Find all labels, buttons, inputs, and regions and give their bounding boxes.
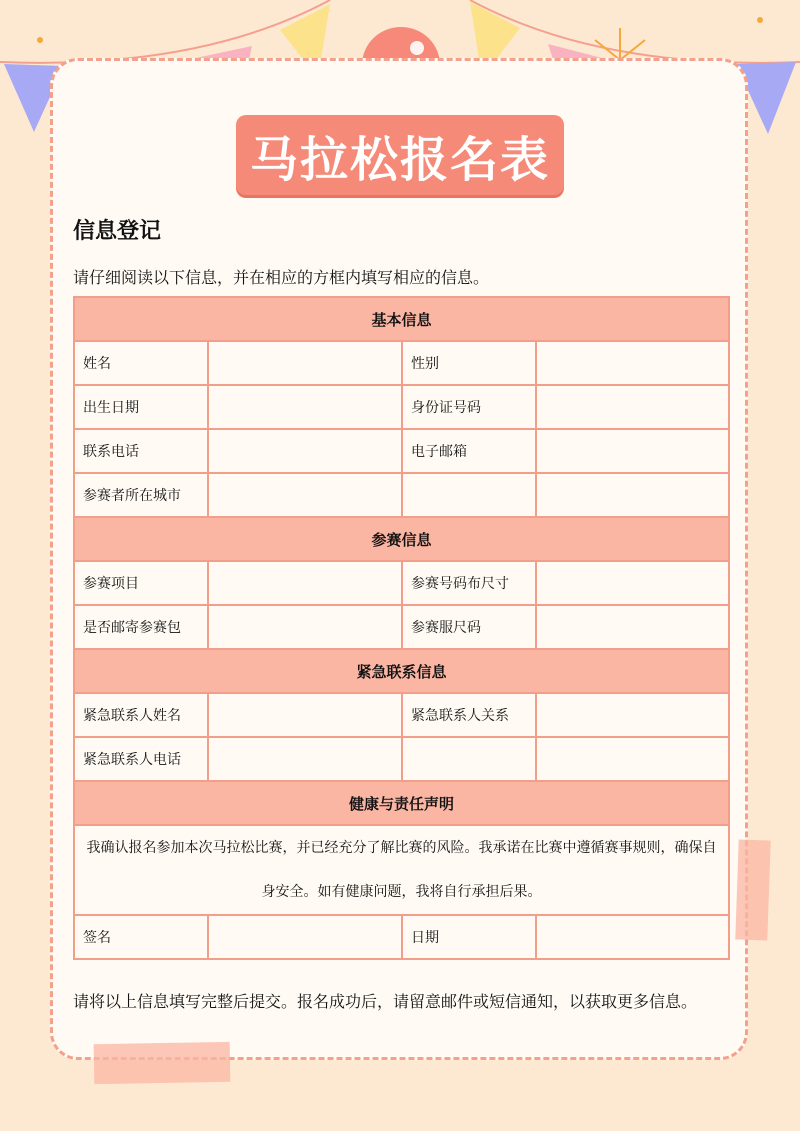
section-header-basic: 基本信息 (74, 297, 729, 341)
date-label: 日期 (402, 915, 536, 959)
title-banner (236, 115, 564, 195)
id-number-label: 身份证号码 (402, 385, 536, 429)
event-label: 参赛项目 (74, 561, 208, 605)
birth-date-field[interactable] (208, 385, 402, 429)
email-field[interactable] (536, 429, 729, 473)
date-field[interactable] (536, 915, 729, 959)
emergency-name-label: 紧急联系人姓名 (74, 693, 208, 737)
signature-label: 签名 (74, 915, 208, 959)
health-statement: 我确认报名参加本次马拉松比赛，并已经充分了解比赛的风险。我承诺在比赛中遵循赛事规则，确保自身安全。如有健康问题，我将自行承担后果。 (74, 825, 729, 915)
emergency-relation-field[interactable] (536, 693, 729, 737)
table-row (74, 429, 729, 473)
page-title: 马拉松报名表 (249, 131, 550, 188)
table-row (74, 825, 729, 915)
table-row (74, 473, 729, 517)
city-label: 参赛者所在城市 (74, 473, 208, 517)
name-field[interactable] (208, 341, 402, 385)
event-field[interactable] (208, 561, 402, 605)
intro-text: 请仔细阅读以下信息，并在相应的方框内填写相应的信息。 (73, 268, 490, 287)
gender-field[interactable] (536, 341, 729, 385)
empty-cell (536, 473, 729, 517)
mail-kit-label: 是否邮寄参赛包 (74, 605, 208, 649)
name-label: 姓名 (74, 341, 208, 385)
bib-size-label: 参赛号码布尺寸 (402, 561, 536, 605)
empty-cell (536, 737, 729, 781)
signature-field[interactable] (208, 915, 402, 959)
mail-kit-field[interactable] (208, 605, 402, 649)
footer-note: 请将以上信息填写完整后提交。报名成功后，请留意邮件或短信通知，以获取更多信息。 (73, 992, 698, 1011)
section-heading: 信息登记 (73, 219, 162, 244)
empty-cell (402, 737, 536, 781)
emergency-phone-label: 紧急联系人电话 (74, 737, 208, 781)
table-row (74, 561, 729, 605)
washi-tape-decoration (94, 1042, 231, 1084)
gender-label: 性别 (402, 341, 536, 385)
table-row (74, 915, 729, 959)
section-header-race: 参赛信息 (74, 517, 729, 561)
registration-form-table (73, 296, 730, 960)
shirt-size-field[interactable] (536, 605, 729, 649)
table-row (74, 693, 729, 737)
city-field[interactable] (208, 473, 402, 517)
id-number-field[interactable] (536, 385, 729, 429)
shirt-size-label: 参赛服尺码 (402, 605, 536, 649)
section-header-emergency: 紧急联系信息 (74, 649, 729, 693)
phone-field[interactable] (208, 429, 402, 473)
phone-label: 联系电话 (74, 429, 208, 473)
section-header-health: 健康与责任声明 (74, 781, 729, 825)
washi-tape-decoration (735, 839, 770, 940)
email-label: 电子邮箱 (402, 429, 536, 473)
table-row (74, 385, 729, 429)
emergency-phone-field[interactable] (208, 737, 402, 781)
table-row (74, 605, 729, 649)
bib-size-field[interactable] (536, 561, 729, 605)
emergency-name-field[interactable] (208, 693, 402, 737)
table-row (74, 737, 729, 781)
empty-cell (402, 473, 536, 517)
table-row (74, 341, 729, 385)
emergency-relation-label: 紧急联系人关系 (402, 693, 536, 737)
birth-date-label: 出生日期 (74, 385, 208, 429)
